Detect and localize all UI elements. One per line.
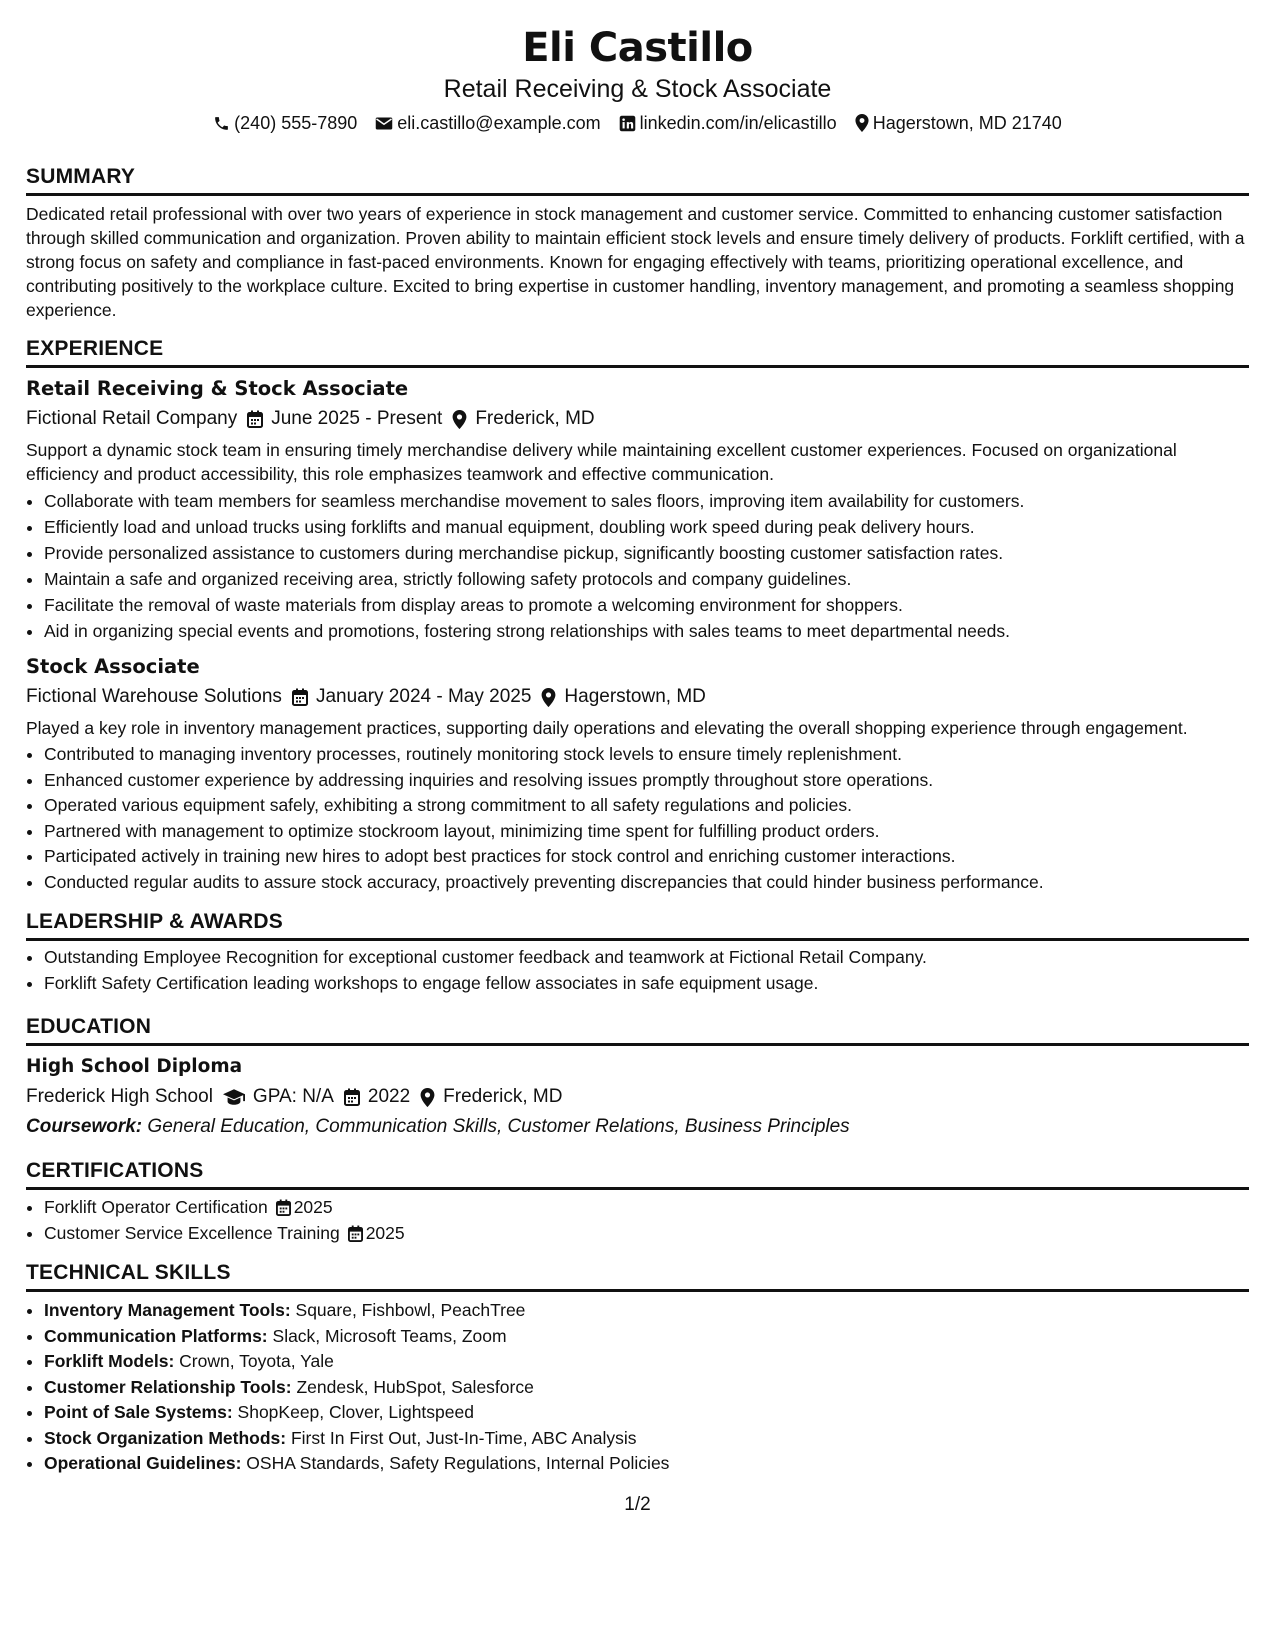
experience-heading: EXPERIENCE: [26, 336, 1249, 368]
certification-date: [348, 1220, 405, 1246]
list-item: • Operated various equipment safely, exhibiting a strong commitment to all safety regulations and policies.: [44, 793, 1249, 819]
candidate-role: Retail Receiving & Stock Associate: [443, 75, 832, 103]
skills-list: [26, 1298, 1249, 1477]
skill-value: OSHA Standards, Safety Regulations, Internal Policies: [246, 1453, 670, 1473]
dates-text: June 2025 - Present: [271, 408, 443, 429]
list-item: [44, 1298, 1249, 1324]
degree-title: High School Diploma: [26, 1056, 243, 1077]
certifications-section: [26, 1158, 1249, 1246]
education-section: [26, 1014, 1249, 1140]
job-meta: [26, 406, 1249, 432]
job-location: [541, 684, 706, 710]
job-bullets: [26, 742, 1249, 895]
list-item: • Efficiently load and unload trucks using forklifts and manual equipment, doubling work speed during peak delivery hours.: [44, 514, 1249, 540]
certifications-heading: CERTIFICATIONS: [26, 1158, 1249, 1190]
skills-heading: TECHNICAL SKILLS: [26, 1260, 1249, 1292]
leadership-bullets: [26, 945, 1249, 996]
skill-label: Customer Relationship Tools:: [44, 1376, 292, 1397]
calendar-icon: [348, 1225, 363, 1242]
calendar-icon: [292, 688, 308, 706]
job-description: Support a dynamic stock team in ensuring timely merchandise delivery while maintaining excellent customer experiences. Focused on organizational efficiency and product accessibility, this role emphasizes teamwork and effective communication.: [26, 440, 1177, 484]
skill-label: Forklift Models:: [44, 1351, 175, 1371]
certification-date: [276, 1194, 333, 1220]
linkedin-icon: [619, 115, 636, 132]
email-text: eli.castillo@example.com: [397, 113, 601, 133]
list-item: • Contributed to managing inventory processes, routinely monitoring stock levels to ensure timely replenishment.: [44, 742, 1249, 768]
skill-value: Zendesk, HubSpot, Salesforce: [296, 1376, 534, 1397]
coursework-label: Coursework:: [26, 1116, 143, 1137]
list-item: [44, 1400, 1249, 1426]
coursework-text: General Education, Communication Skills, Customer Relations, Business Principles: [147, 1116, 850, 1137]
list-item: [44, 1426, 1249, 1452]
map-pin-icon: [420, 1088, 435, 1107]
location-text: Hagerstown, MD 21740: [872, 113, 1062, 133]
leadership-heading: LEADERSHIP & AWARDS: [26, 909, 1249, 941]
contact-bar: [26, 112, 1249, 134]
summary-text: Dedicated retail professional with over two years of experience in stock management and customer service. Committed to enhancing customer satisfaction through skilled communication and organization. Proven ability to maintain efficient stock levels and ensure timely delivery of products. Forklift certified, with a strong focus on safety and compliance in fast-paced environments. Known for engaging effectively with teams, prioritizing operational excellence, and contributing positively to the workplace culture. Excited to bring expertise in customer handling, inventory management, and promoting a seamless shopping experience.: [26, 204, 1245, 320]
resume-header: [26, 22, 1249, 134]
list-item: • Aid in organizing special events and promotions, fostering strong relationships with sales teams to meet departmental needs.: [44, 618, 1249, 644]
education-location: [420, 1084, 562, 1110]
job-title: Retail Receiving & Stock Associate: [26, 377, 409, 400]
year-text: 2022: [367, 1086, 411, 1107]
list-item: • Facilitate the removal of waste materials from display areas to promote a welcoming environment for shoppers.: [44, 592, 1249, 618]
education-gpa: [223, 1084, 334, 1110]
job-entry: [26, 654, 1249, 895]
list-item: • Enhanced customer experience by addressing inquiries and resolving issues promptly throughout store operations.: [44, 768, 1249, 794]
calendar-icon: [276, 1199, 291, 1216]
list-item: [44, 1194, 1249, 1220]
map-pin-icon: [541, 688, 556, 707]
location-text: Frederick, MD: [443, 1086, 563, 1107]
job-entry: [26, 376, 1249, 644]
certification-name: • Customer Service Excellence Training: [44, 1223, 340, 1243]
job-meta: [26, 684, 1249, 710]
contact-location: [855, 112, 1062, 134]
experience-section: [26, 336, 1249, 895]
company-name: Fictional Retail Company: [26, 408, 238, 429]
summary-heading: SUMMARY: [26, 164, 1249, 196]
education-heading: EDUCATION: [26, 1014, 1249, 1046]
leadership-section: [26, 909, 1249, 996]
list-item: • Partnered with management to optimize stockroom layout, minimizing time spent for fulfilling product orders.: [44, 819, 1249, 845]
resume-page: [26, 22, 1249, 1477]
gpa-text: GPA: N/A: [252, 1086, 334, 1107]
list-item: [44, 1324, 1249, 1350]
job-dates: [247, 406, 442, 432]
list-item: [44, 1375, 1249, 1401]
list-item: • Outstanding Employee Recognition for exceptional customer feedback and teamwork at Fictional Retail Company.: [44, 945, 1249, 971]
list-item: • Maintain a safe and organized receiving area, strictly following safety protocols and company guidelines.: [44, 566, 1249, 592]
certification-list: [26, 1194, 1249, 1246]
candidate-name: Eli Castillo: [522, 25, 753, 71]
certification-name: • Forklift Operator Certification: [44, 1197, 268, 1217]
skill-value: First In First Out, Just-In-Time, ABC Analysis: [290, 1427, 637, 1448]
job-location: [452, 406, 594, 432]
dates-text: January 2024 - May 2025: [315, 686, 532, 707]
certification-year: 2025: [365, 1223, 405, 1243]
list-item: [44, 1349, 1249, 1375]
phone-icon: [213, 115, 230, 132]
envelope-icon: [375, 116, 393, 131]
map-pin-icon: [452, 410, 467, 429]
skill-value: Square, Fishbowl, PeachTree: [295, 1300, 526, 1320]
skill-label: Communication Platforms:: [44, 1325, 268, 1346]
skill-label: Operational Guidelines:: [44, 1453, 242, 1473]
list-item: • Conducted regular audits to assure stock accuracy, proactively preventing discrepancies that could hinder business performance.: [44, 870, 1249, 896]
page-number: 1/2: [624, 1494, 651, 1515]
coursework: [26, 1114, 1249, 1140]
list-item: [44, 1220, 1249, 1246]
graduation-cap-icon: [223, 1089, 245, 1105]
skills-section: [26, 1260, 1249, 1477]
calendar-icon: [247, 410, 263, 428]
skill-value: Slack, Microsoft Teams, Zoom: [272, 1325, 507, 1346]
skill-label: Point of Sale Systems:: [44, 1402, 233, 1422]
list-item: • Participated actively in training new hires to adopt best practices for stock control and enriching customer interactions.: [44, 844, 1249, 870]
skill-value: ShopKeep, Clover, Lightspeed: [237, 1402, 474, 1422]
skill-value: Crown, Toyota, Yale: [179, 1351, 334, 1371]
job-title: Stock Associate: [26, 655, 200, 678]
linkedin-text: linkedin.com/in/elicastillo: [639, 113, 837, 133]
list-item: • Collaborate with team members for seamless merchandise movement to sales floors, improving item availability for customers.: [44, 488, 1249, 514]
certification-year: 2025: [293, 1197, 333, 1217]
list-item: • Provide personalized assistance to customers during merchandise pickup, significantly boosting customer satisfaction rates.: [44, 540, 1249, 566]
list-item: • Forklift Safety Certification leading workshops to engage fellow associates in safe equipment usage.: [44, 971, 1249, 997]
map-pin-icon: [855, 114, 869, 132]
contact-phone[interactable]: [213, 112, 357, 134]
skill-label: Inventory Management Tools:: [44, 1300, 291, 1320]
job-bullets: [26, 488, 1249, 644]
job-description: Played a key role in inventory management practices, supporting daily operations and elevating the overall shopping experience through engagement.: [26, 718, 1188, 738]
phone-text: (240) 555-7890: [234, 113, 358, 133]
education-meta: [26, 1084, 1249, 1110]
contact-linkedin[interactable]: [619, 112, 837, 134]
company-name: Fictional Warehouse Solutions: [26, 686, 282, 707]
calendar-icon: [344, 1088, 360, 1106]
location-text: Hagerstown, MD: [564, 686, 706, 707]
job-dates: [292, 684, 531, 710]
skill-label: Stock Organization Methods:: [44, 1427, 287, 1448]
list-item: [44, 1451, 1249, 1477]
summary-section: [26, 164, 1249, 322]
school-name: Frederick High School: [26, 1086, 213, 1107]
education-year: [344, 1084, 410, 1110]
contact-email[interactable]: [375, 112, 600, 134]
location-text: Frederick, MD: [475, 408, 595, 429]
